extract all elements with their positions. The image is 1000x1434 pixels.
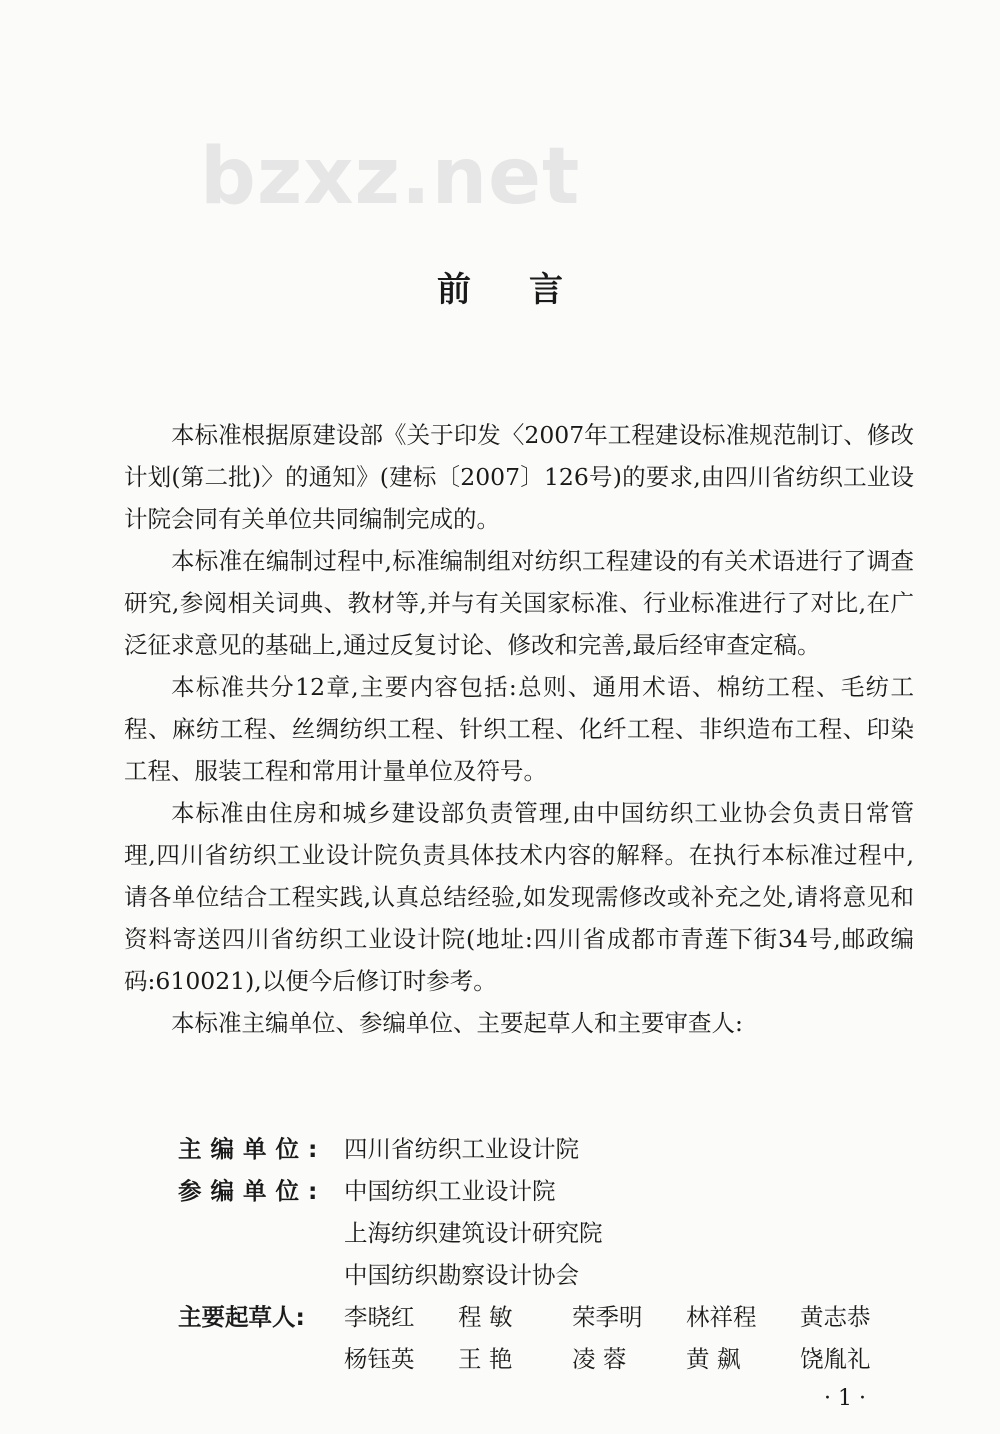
paragraph-4: 本标准由住房和城乡建设部负责管理,由中国纺织工业协会负责日常管理,四川省纺织工业设计院负责具体技术内容的解释。在执行本标准过程中,请各单位结合工程实践,认真总结经验,如发现需修改或补充之处,请将意见和资料寄送四川省纺织工业设计院(地址:四川省成都市青莲下街34号,邮政编码:610021),以便今后修订时参考。 <box>124 799 914 995</box>
drafter-name: 杨钰英 <box>344 1345 415 1373</box>
drafter-name: 李晓红 <box>344 1303 415 1331</box>
participating-unit-label: 参编单位: <box>178 1177 327 1205</box>
participating-unit-3: 中国纺织勘察设计协会 <box>344 1261 579 1289</box>
drafters-names <box>344 1296 871 1380</box>
contributors-list <box>178 1128 871 1380</box>
drafter-name: 饶胤礼 <box>800 1345 871 1373</box>
participating-unit-row <box>178 1212 871 1254</box>
participating-unit-2: 上海纺织建筑设计研究院 <box>344 1219 603 1247</box>
participating-unit-1: 中国纺织工业设计院 <box>344 1177 556 1205</box>
chief-unit-row <box>178 1128 871 1170</box>
page-number: · 1 · <box>824 1386 866 1411</box>
participating-unit-row <box>178 1254 871 1296</box>
drafter-name: 程 敏 <box>458 1303 513 1331</box>
page-title: 前言 <box>437 270 621 310</box>
drafters-line-1 <box>344 1296 871 1338</box>
drafter-name: 黄 飙 <box>686 1345 741 1373</box>
drafters-line-2 <box>344 1338 871 1380</box>
drafter-name: 林祥程 <box>686 1303 757 1331</box>
paragraph-1: 本标准根据原建设部《关于印发〈2007年工程建设标准规范制订、修改计划(第二批)〉的通知》(建标〔2007〕126号)的要求,由四川省纺织工业设计院会同有关单位共同编制完成的。 <box>124 421 914 533</box>
drafter-name: 王 艳 <box>458 1345 513 1373</box>
paragraph-2: 本标准在编制过程中,标准编制组对纺织工程建设的有关术语进行了调查研究,参阅相关词典、教材等,并与有关国家标准、行业标准进行了对比,在广泛征求意见的基础上,通过反复讨论、修改和完善,最后经审查定稿。 <box>124 547 914 659</box>
participating-unit-row <box>178 1170 871 1212</box>
drafters-label: 主要起草人: <box>178 1303 305 1331</box>
watermark: bzxz.net <box>200 132 581 222</box>
drafter-name: 黄志恭 <box>800 1303 871 1331</box>
drafters-row <box>178 1296 871 1380</box>
drafter-name: 凌 蓉 <box>572 1345 627 1373</box>
preface-body <box>124 414 914 1044</box>
paragraph-3: 本标准共分12章,主要内容包括:总则、通用术语、棉纺工程、毛纺工程、麻纺工程、丝绸纺织工程、针织工程、化纤工程、非织造布工程、印染工程、服装工程和常用计量单位及符号。 <box>124 673 914 785</box>
chief-unit-label: 主编单位: <box>178 1135 327 1163</box>
chief-unit-value: 四川省纺织工业设计院 <box>344 1135 579 1163</box>
paragraph-5: 本标准主编单位、参编单位、主要起草人和主要审查人: <box>171 1009 743 1037</box>
drafter-name: 荣季明 <box>572 1303 643 1331</box>
